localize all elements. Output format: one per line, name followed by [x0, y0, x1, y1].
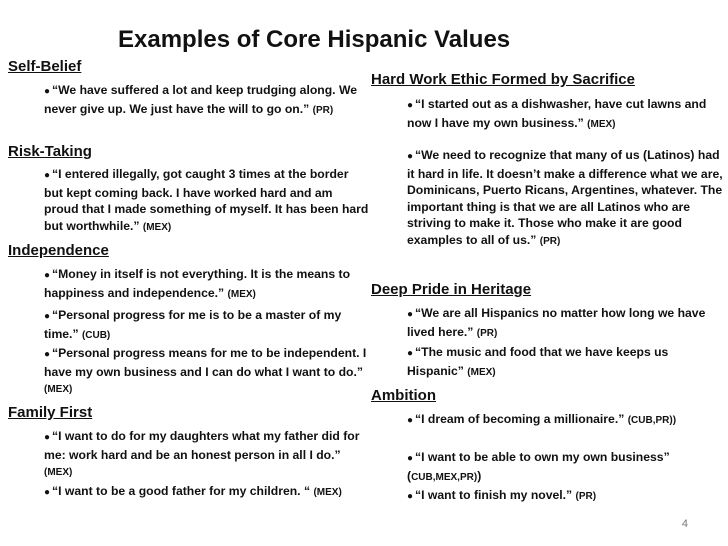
bullet-icon: ●	[44, 170, 51, 181]
page-number: 4	[681, 518, 688, 530]
quote-hard-work-2: ● “We need to recognize that many of us (Latinos) had it hard in life. It doesn’t make a difference what we are, Dominicans, Puerto Ricans, Argentines, whatever. The important thing is that we are all Latinos who are striving to make it. Those who make it are good examples to all of us.” (PR)	[407, 148, 723, 247]
quote-independence-2: ● “Personal progress for me is to be a master of my time.” (CUB)	[44, 308, 342, 341]
quote-ambition-3: ● “I want to finish my novel.” (PR)	[407, 488, 597, 502]
bullet-icon: ●	[44, 311, 51, 322]
heading-ambition: Ambition	[371, 387, 436, 404]
quote-family-first-1: ● “I want to do for my daughters what my father did for me: work hard and be an honest person in all I do.” (MEX)	[44, 429, 360, 478]
quote-independence-1: ● “Money in itself is not everything. It is the means to happiness and independence.” (MEX)	[44, 267, 351, 300]
quote-hard-work-1: ● “I started out as a dishwasher, have cut lawns and now I have my own business.” (MEX)	[407, 97, 707, 130]
bullet-icon: ●	[407, 491, 414, 502]
quote-pride-1: ● “We are all Hispanics no matter how long we have lived here.” (PR)	[407, 306, 706, 339]
bullet-icon: ●	[407, 415, 414, 426]
quote-independence-3: ● “Personal progress means for me to be independent. I have my own business and I can do what I want to do.” (MEX)	[44, 346, 367, 395]
bullet-icon: ●	[407, 453, 414, 464]
heading-independence: Independence	[8, 242, 109, 259]
bullet-icon: ●	[407, 309, 414, 320]
bullet-icon: ●	[407, 348, 414, 359]
heading-family-first: Family First	[8, 404, 93, 421]
heading-hard-work: Hard Work Ethic Formed by Sacrifice	[371, 71, 635, 88]
bullet-icon: ●	[44, 487, 51, 498]
bullet-icon: ●	[407, 100, 414, 111]
heading-self-belief: Self-Belief	[8, 58, 82, 75]
quote-pride-2: ● “The music and food that we have keeps us Hispanic” (MEX)	[407, 345, 669, 378]
quote-ambition-2: ● “I want to be able to own my own business” (CUB,MEX,PR))	[407, 450, 670, 483]
heading-pride: Deep Pride in Heritage	[371, 281, 532, 298]
quote-family-first-2: ● “I want to be a good father for my children. “ (MEX)	[44, 484, 342, 498]
heading-risk-taking: Risk-Taking	[8, 143, 92, 160]
bullet-icon: ●	[44, 86, 51, 97]
bullet-icon: ●	[44, 349, 51, 360]
bullet-icon: ●	[44, 270, 51, 281]
bullet-icon: ●	[44, 432, 51, 443]
bullet-icon: ●	[407, 151, 414, 162]
quote-self-belief-1: ● “We have suffered a lot and keep trudging along. We never give up. We just have the will to go on.” (PR)	[44, 83, 358, 116]
quote-risk-taking-1: ● “I entered illegally, got caught 3 times at the border but kept coming back. I have worked hard and am proud that I made something of myself. It has been hard but worthwhile.” (MEX)	[44, 167, 369, 233]
quote-ambition-1: ● “I dream of becoming a millionaire.” (CUB,PR))	[407, 412, 677, 426]
slide-title: Examples of Core Hispanic Values	[118, 26, 511, 53]
